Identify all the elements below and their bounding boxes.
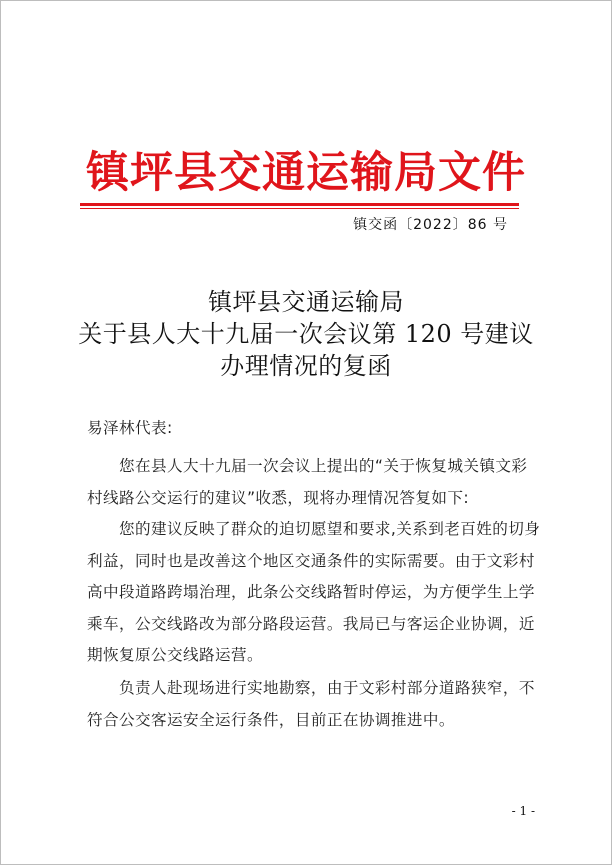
title-line-1: 镇坪县交通运输局 (208, 288, 404, 316)
page-number: - 1 - (511, 804, 535, 818)
red-separator-thick (80, 203, 519, 206)
red-separator-thin (80, 208, 519, 209)
paragraph-1: 您在县人大十九届一次会议上提出的“关于恢复城关镇文彩村线路公交运行的建议”收悉，现将办理情况答复如下: (87, 457, 528, 507)
document-number: 镇交函〔2022〕86 号 (353, 217, 508, 233)
title-line-2: 关于县人大十九届一次会议第 120 号建议 (78, 320, 534, 348)
paragraph-3: 负责人赴现场进行实地勘察，由于文彩村部分道路狭窄，不符合公交客运安全运行条件，目前正在协调推进中。 (87, 679, 535, 729)
paragraph-2: 您的建议反映了群众的迫切愿望和要求,关系到老百姓的切身利益，同时也是改善这个地区交通条件的实际需要。由于文彩村高中段道路跨塌治理，此条公交线路暂时停运，为方便学生上学乘车，公交线路改为部分路段运营。我局已与客运企业协调，近期恢复原公交线路运营。 (87, 520, 541, 664)
title-line-3: 办理情况的复函 (220, 352, 392, 380)
issuer-header: 镇坪县交通运输局文件 (86, 148, 526, 198)
salutation: 易泽林代表: (87, 419, 173, 437)
